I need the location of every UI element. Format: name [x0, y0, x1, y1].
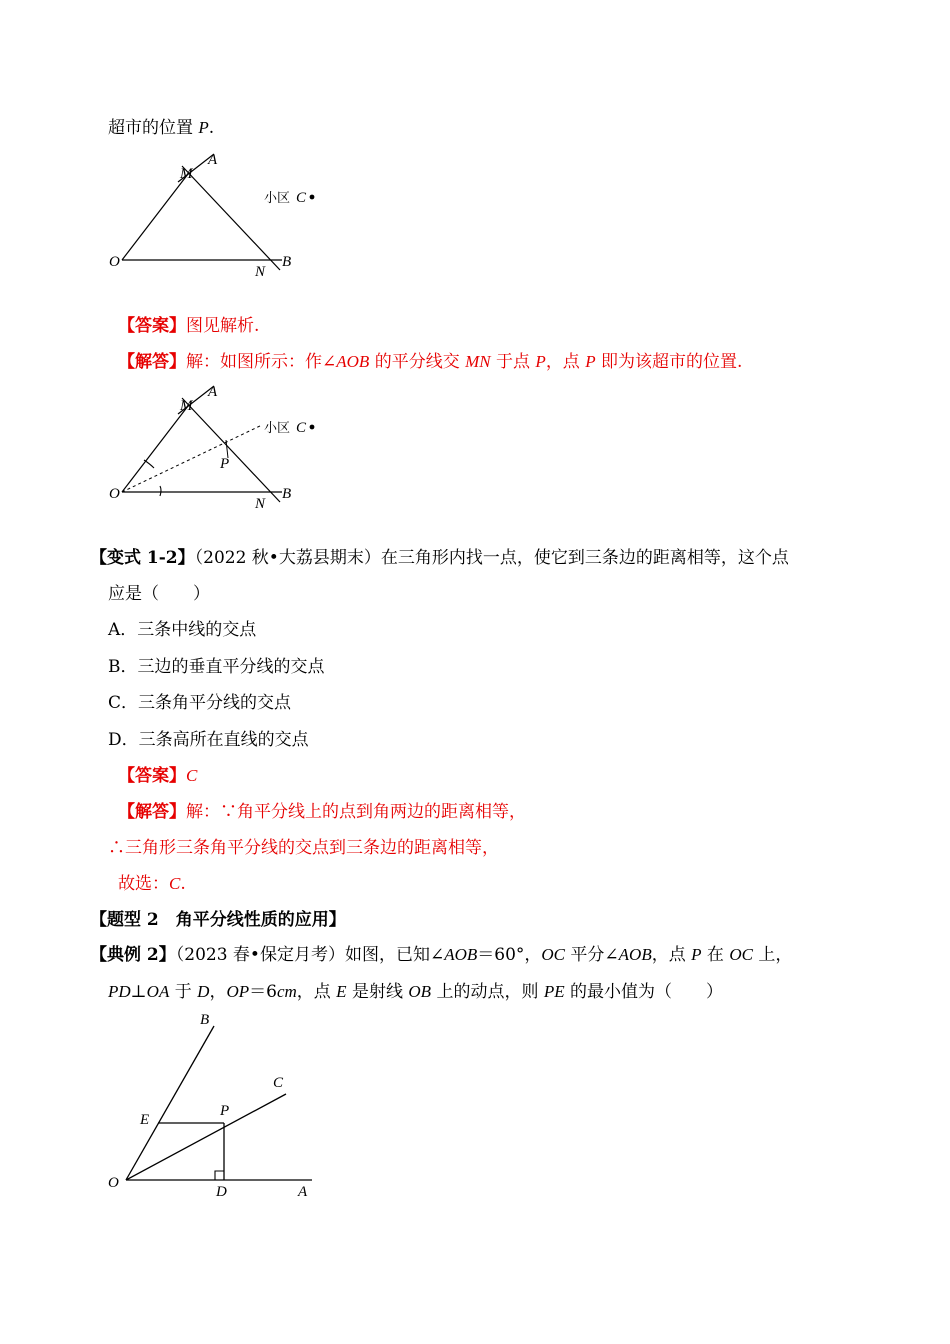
label-b: B — [282, 486, 292, 502]
option-d: D．三条高所在直线的交点 — [108, 730, 309, 750]
bisector-oc — [122, 425, 262, 492]
arc-mark-2 — [160, 486, 161, 496]
segment-mn — [182, 166, 280, 270]
option-c: C．三条角平分线的交点 — [108, 693, 292, 713]
label-a: A — [208, 152, 218, 168]
point-c — [310, 425, 315, 430]
intro-line: 超市的位置 P. — [108, 118, 215, 138]
example-2-line-1: 【典例 2】（2023 春•保定月考）如图，已知∠AOB＝60°，OC 平分∠AOB，点 P 在 OC 上， — [90, 945, 793, 965]
label-a: A — [208, 384, 218, 400]
answer-2: 【答案】C — [118, 766, 198, 786]
segment-om — [122, 406, 188, 492]
label-c: C — [273, 1075, 284, 1091]
answer-1: 【答案】图见解析. — [118, 316, 260, 336]
option-b: B．三边的垂直平分线的交点 — [108, 657, 325, 677]
label-p: P — [220, 1103, 230, 1119]
right-angle-mark — [215, 1171, 224, 1180]
segment-om — [122, 174, 188, 260]
label-n: N — [255, 264, 266, 280]
label-community: 小区 — [264, 191, 291, 206]
figure-2-triangle-bisector — [100, 380, 340, 515]
point-c — [310, 195, 315, 200]
arc-mark-1 — [144, 460, 154, 468]
label-c: C — [296, 190, 307, 206]
figure-1-triangle — [100, 148, 340, 283]
segment-mn — [182, 398, 280, 502]
section-title: 【题型 2 角平分线性质的应用】 — [90, 910, 346, 930]
solution-2-line-3: 故选：C. — [118, 874, 186, 894]
variant-question-cont: 应是（ ） — [108, 584, 210, 604]
label-o: O — [109, 486, 120, 502]
option-a: A．三条中线的交点 — [108, 620, 257, 640]
label-d: D — [216, 1184, 227, 1200]
label-a: A — [298, 1184, 308, 1200]
label-b: B — [200, 1012, 210, 1028]
label-m: M — [180, 166, 193, 182]
label-o: O — [108, 1175, 119, 1191]
solution-1: 【解答】解：如图所示：作∠AOB 的平分线交 MN 于点 P，点 P 即为该超市的位置. — [118, 352, 743, 372]
solution-2-line-1: 【解答】解：∵角平分线上的点到角两边的距离相等， — [118, 802, 526, 822]
label-p: P — [220, 456, 230, 472]
label-community: 小区 — [264, 421, 291, 436]
label-b: B — [282, 254, 292, 270]
figure-3-angle-bisector — [100, 1010, 330, 1210]
variant-question: 【变式 1-2】（2022 秋•大荔县期末）在三角形内找一点，使它到三条边的距离相等，这个点 — [90, 548, 789, 568]
label-n: N — [255, 496, 266, 512]
label-m: M — [180, 398, 193, 414]
solution-2-line-2: ∴三角形三条角平分线的交点到三条边的距离相等， — [108, 838, 499, 858]
label-c: C — [296, 420, 307, 436]
label-o: O — [109, 254, 120, 270]
label-e: E — [140, 1112, 150, 1128]
example-2-line-2: PD⊥OA 于 D，OP＝6cm，点 E 是射线 OB 上的动点，则 PE 的最小值为（ ） — [108, 982, 724, 1002]
